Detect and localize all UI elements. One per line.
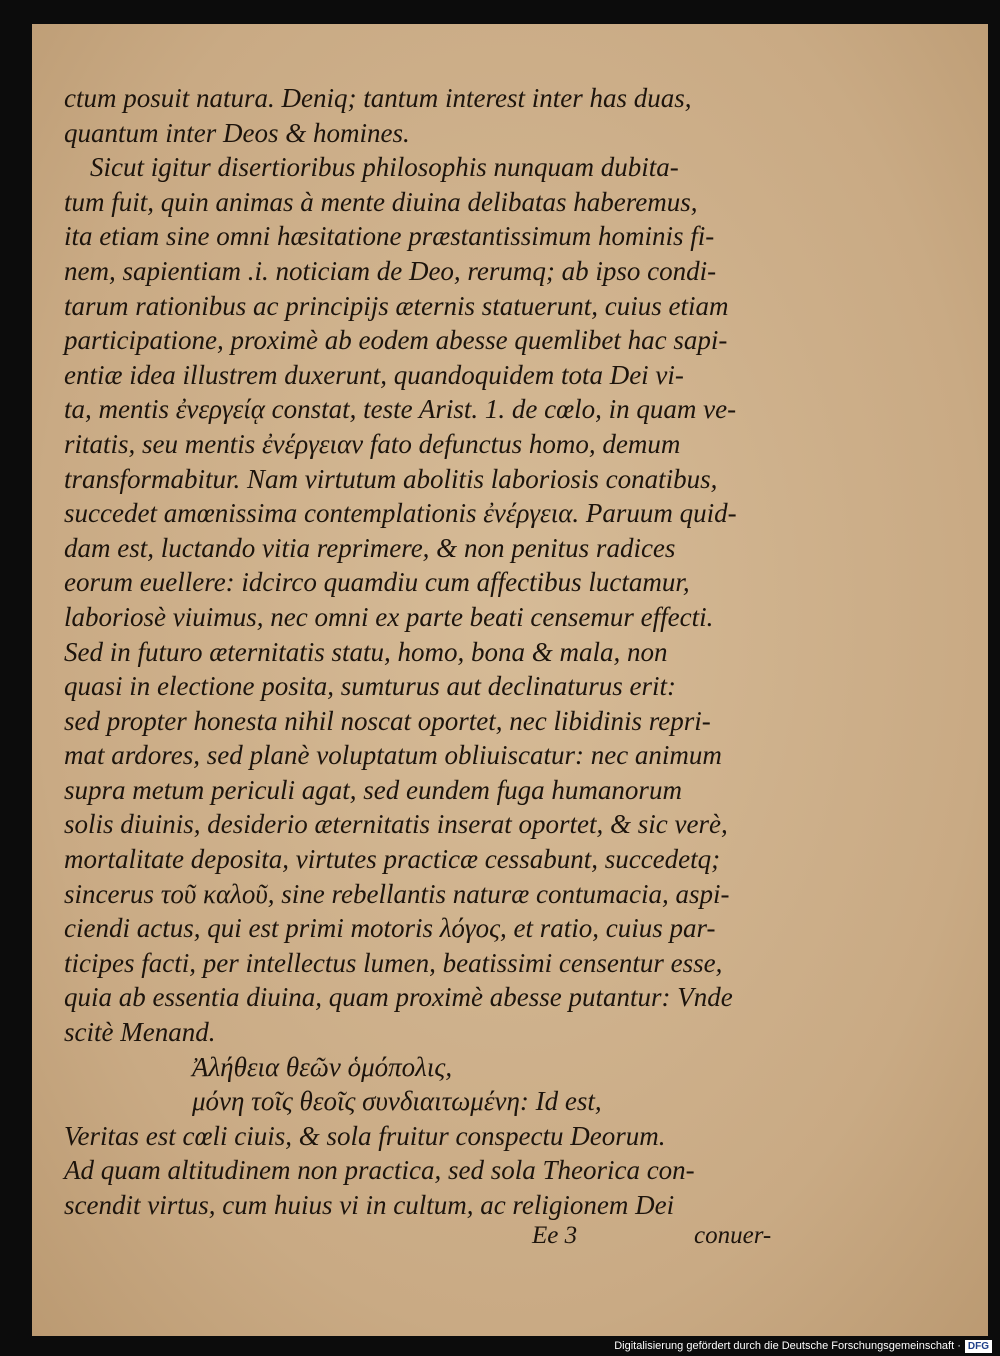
text-line: solis diuinis, desiderio æternitatis inserat oportet, & sic verè, — [64, 809, 728, 840]
text-line: quantum inter Deos & homines. — [64, 117, 410, 148]
text-line: Sed in futuro æternitatis statu, homo, bona & mala, non — [64, 636, 668, 667]
text-line: Veritas est cœli ciuis, & sola fruitur conspectu Deorum. — [64, 1120, 666, 1151]
credit-text: Digitalisierung gefördert durch die Deutsche Forschungsgemeinschaft · — [614, 1340, 961, 1352]
text-line: scendit virtus, cum huius vi in cultum, ac religionem Dei — [64, 1190, 675, 1220]
greek-verse-line: Ἀλήθεια θεῶν ὁμόπολις, — [192, 1051, 453, 1082]
text-line: ita etiam sine omni hæsitatione præstantissimum hominis fi- — [64, 221, 715, 252]
text-line: quia ab essentia diuina, quam proximè abesse putantur: Vnde — [64, 982, 733, 1013]
text-line: ctum posuit natura. Deniq; tantum interest inter has duas, — [64, 83, 692, 113]
text-line: eorum euellere: idcirco quamdiu cum affectibus luctamur, — [64, 567, 690, 598]
book-page — [32, 24, 988, 1336]
signature-mark: Ee 3 — [532, 1222, 578, 1249]
dfg-logo: DFG — [965, 1340, 992, 1353]
text-line: participatione, proximè ab eodem abesse quemlibet hac sapi- — [64, 325, 728, 356]
text-line: scitè Menand. — [64, 1017, 216, 1048]
text-line: ritatis, seu mentis ἐνέργειαν fato defunctus homo, demum — [64, 428, 681, 459]
text-line: supra metum periculi agat, sed eundem fuga humanorum — [64, 774, 682, 805]
text-line: entiæ idea illustrem duxerunt, quandoquidem tota Dei vi- — [64, 359, 684, 390]
text-line: tum fuit, quin animas à mente diuina delibatas haberemus, — [64, 186, 698, 217]
text-line: Sicut igitur disertioribus philosophis nunquam dubita- — [90, 152, 679, 183]
text-line: laboriosè viuimus, nec omni ex parte beati censemur effecti. — [64, 601, 714, 632]
catchword: conuer- — [694, 1222, 772, 1249]
text-line: ta, mentis ἐνεργείᾳ constat, teste Arist. 1. de cœlo, in quam ve- — [64, 394, 737, 425]
text-line: sincerus τοῦ καλοῦ, sine rebellantis naturæ contumacia, aspi- — [64, 878, 730, 909]
text-line: transformabitur. Nam virtutum abolitis laboriosis conatibus, — [64, 463, 718, 494]
body-text — [64, 81, 784, 1223]
text-line: mat ardores, sed planè voluptatum obliuiscatur: nec animum — [64, 740, 722, 771]
text-line: mortalitate deposita, virtutes practicæ cessabunt, succedetq; — [64, 844, 721, 875]
text-line: tarum rationibus ac principijs æternis statuerunt, cuius etiam — [64, 290, 729, 321]
text-line: dam est, luctando vitia reprimere, & non penitus radices — [64, 532, 676, 563]
digitization-credit — [614, 1338, 992, 1354]
text-line: ticipes facti, per intellectus lumen, beatissimi censentur esse, — [64, 947, 723, 978]
text-line: Ad quam altitudinem non practica, sed sola Theorica con- — [64, 1155, 695, 1186]
greek-verse-line: μόνη τοῖς θεοῖς συνδιαιτωμένη: Id est, — [192, 1086, 602, 1117]
text-line: quasi in electione posita, sumturus aut declinaturus erit: — [64, 671, 676, 702]
text-line: ciendi actus, qui est primi motoris λόγος, et ratio, cuius par- — [64, 913, 716, 944]
text-line: nem, sapientiam .i. noticiam de Deo, rerumq; ab ipso condi- — [64, 255, 717, 286]
text-line: sed propter honesta nihil noscat oportet, nec libidinis repri- — [64, 705, 711, 736]
text-line: succedet amœnissima contemplationis ἐνέργεια. Paruum quid- — [64, 498, 737, 529]
